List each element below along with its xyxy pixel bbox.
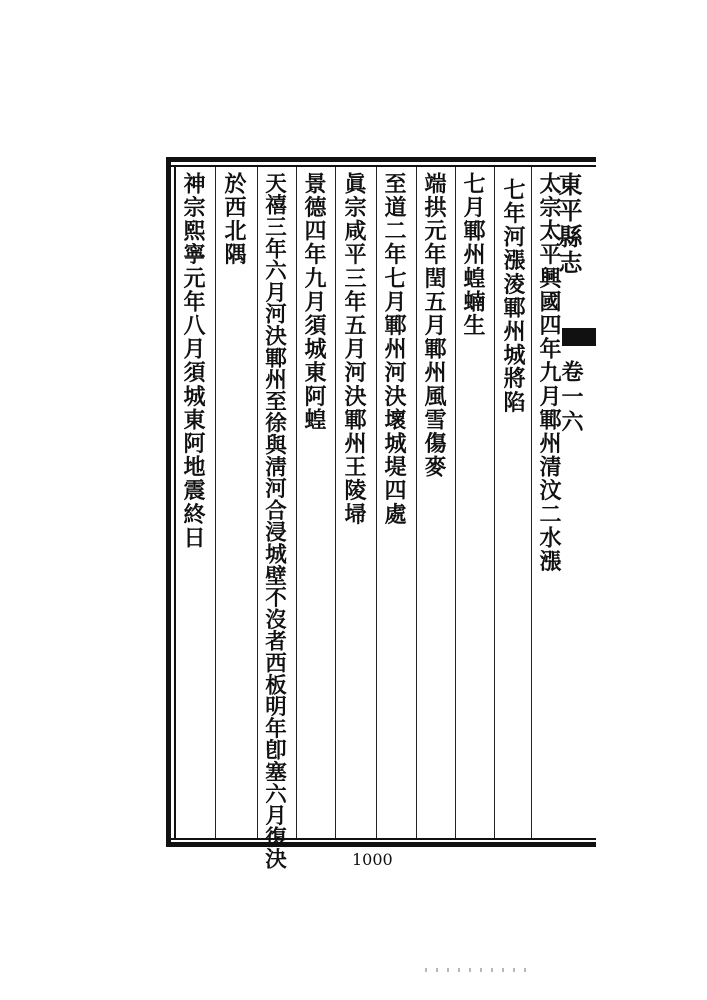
frame-left-rule — [166, 157, 171, 847]
frame-bottom-inner-rule — [166, 838, 596, 840]
column-divider — [455, 167, 456, 838]
fishtail-mark — [562, 328, 596, 346]
text-column: 七月鄆州蝗蝻生 — [460, 172, 486, 338]
column-divider — [257, 167, 258, 838]
frame-bottom-rule — [166, 842, 596, 847]
scan-specks — [425, 968, 535, 972]
column-divider — [494, 167, 495, 838]
text-column: 至道二年七月鄆州河決壞城堤四處 — [381, 172, 407, 526]
text-column: 七年河漲淩鄆州城將陷 — [500, 178, 526, 414]
chapter-folio: 卷一六 — [558, 360, 584, 435]
text-column: 端拱元年閏五月鄆州風雪傷麥 — [421, 172, 447, 479]
frame-left-inner-rule — [174, 165, 176, 840]
text-column: 景德四年九月須城東阿蝗 — [301, 172, 327, 432]
frame-top-rule — [166, 157, 596, 162]
text-column: 太宗太平興國四年九月鄆州清汶二水漲 — [536, 172, 562, 574]
text-column: 神宗熙寧元年八月須城東阿地震終日 — [180, 172, 206, 550]
text-column: 眞宗咸平三年五月河決鄆州王陵埽 — [341, 172, 367, 526]
column-divider — [531, 167, 532, 838]
book-title: 東平縣志 — [554, 172, 583, 276]
column-divider — [296, 167, 297, 838]
column-divider — [335, 167, 336, 838]
column-divider — [376, 167, 377, 838]
text-column: 於西北隅 — [221, 172, 247, 267]
page-number: 1000 — [352, 850, 393, 869]
text-column: 天禧三年六月河決鄆州至徐與淸河合浸城壁不沒者西板明年卽塞六月復決 — [261, 172, 287, 870]
column-divider — [416, 167, 417, 838]
column-divider — [215, 167, 216, 838]
